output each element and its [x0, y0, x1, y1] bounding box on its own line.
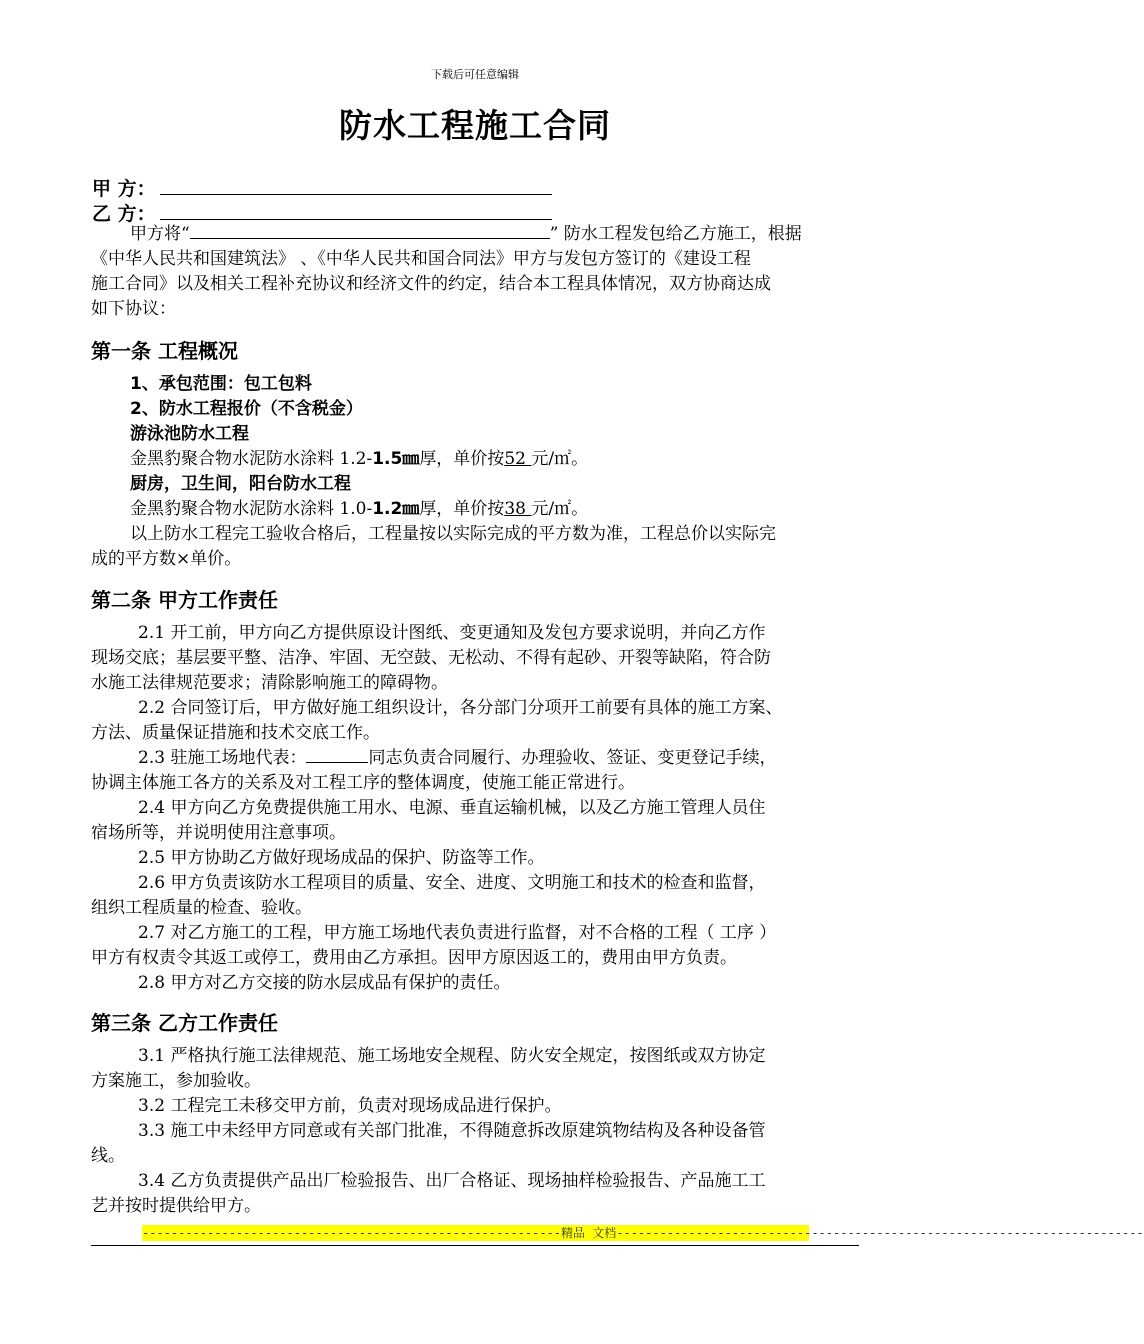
article-3-line-3: 3.2 工程完工未移交甲方前，负责对现场成品进行保护。	[138, 1096, 562, 1116]
download-note: 下载后可任意编辑	[431, 68, 519, 81]
article-2-line-13: 2.7 对乙方施工的工程，甲方施工场地代表负责进行监督，对不合格的工程（ 工序 ）	[138, 923, 777, 943]
article-2-line-8: 2.4 甲方向乙方免费提供施工用水、电源、垂直运输机械，以及乙方施工管理人员住	[138, 798, 766, 818]
article-2-line-12: 组织工程质量的检查、验收。	[91, 898, 312, 918]
party-b-blank	[160, 201, 552, 220]
article-3-line-7: 艺并按时提供给甲方。	[91, 1196, 261, 1216]
intro-line-1b: ” 防水工程发包给乙方施工，根据	[549, 224, 802, 244]
kitchen-spec	[130, 497, 588, 522]
pool-price: 52	[504, 449, 532, 469]
page-title: 防水工程施工合同	[339, 106, 611, 145]
site-rep-blank	[306, 746, 368, 763]
kitchen-unit: 元/㎡。	[531, 499, 589, 519]
article-3-line-2: 方案施工，参加验收。	[91, 1071, 261, 1091]
pool-spec-b: 1.5㎜	[372, 449, 420, 469]
article-2-line-14: 甲方有权责令其返工或停工，费用由乙方承担。因甲方原因返工的，费用由甲方负责。	[91, 948, 737, 968]
intro-line-4: 如下协议：	[91, 299, 176, 319]
article-2-line-10: 2.5 甲方协助乙方做好现场成品的保护、防盗等工作。	[138, 848, 545, 868]
article-2-line-5: 方法、质量保证措施和技术交底工作。	[91, 723, 380, 743]
article-3-line-5: 线。	[91, 1146, 125, 1166]
party-a	[92, 174, 552, 201]
pool-spec-a: 金黑豹聚合物水泥防水涂料 1.2-	[130, 449, 373, 469]
pool-unit: 元/㎡。	[531, 449, 589, 469]
article-1-note-1: 以上防水工程完工验收合格后，工程量按以实际完成的平方数为准，工程总价以实际完	[130, 524, 776, 544]
article-2-line-6a: 2.3 驻施工场地代表：	[138, 748, 307, 768]
party-a-blank	[160, 176, 552, 195]
kitchen-spec-b: 1.2㎜	[372, 499, 420, 519]
intro-line-1	[130, 222, 802, 247]
article-2-line-6	[138, 746, 776, 771]
article-1-item-2: 2、防水工程报价（不含税金）	[130, 399, 363, 419]
article-2-line-11: 2.6 甲方负责该防水工程项目的质量、安全、进度、文明施工和技术的检查和监督，	[138, 873, 766, 893]
article-1-item-1: 1、承包范围：包工包料	[130, 374, 312, 394]
article-2-heading: 第二条 甲方工作责任	[91, 588, 278, 612]
pool-spec-c: 厚，单价按	[419, 449, 505, 469]
party-a-label: 甲 方：	[92, 178, 156, 200]
article-2-line-6b: 同志负责合同履行、办理验收、签证、变更登记手续，	[368, 748, 777, 768]
article-2-line-2: 现场交底；基层要平整、洁净、牢固、无空鼓、无松动、不得有起砂、开裂等缺陷，符合防	[91, 648, 771, 668]
pool-title: 游泳池防水工程	[130, 424, 249, 444]
kitchen-spec-c: 厚，单价按	[419, 499, 505, 519]
article-2-line-4: 2.2 合同签订后，甲方做好施工组织设计，各分部门分项开工前要有具体的施工方案、	[138, 698, 783, 718]
article-2-line-7: 协调主体施工各方的关系及对工程工序的整体调度，使施工能正常进行。	[91, 773, 635, 793]
article-2-line-9: 宿场所等，并说明使用注意事项。	[91, 823, 346, 843]
kitchen-title: 厨房，卫生间，阳台防水工程	[130, 474, 351, 494]
article-2-line-1: 2.1 开工前，甲方向乙方提供原设计图纸、变更通知及发包方要求说明，并向乙方作	[138, 623, 766, 643]
article-1-heading: 第一条 工程概况	[91, 339, 238, 363]
article-3-heading: 第三条 乙方工作责任	[91, 1011, 278, 1035]
footer-banner: ----------------------------------------------------------精品 文档-------------------------------------------------------------------------	[142, 1226, 1144, 1240]
project-name-blank	[190, 222, 550, 239]
article-3-line-1: 3.1 严格执行施工法律规范、施工场地安全规程、防火安全规定，按图纸或双方协定	[138, 1046, 766, 1066]
intro-line-3: 施工合同》以及相关工程补充协议和经济文件的约定，结合本工程具体情况，双方协商达成	[91, 274, 771, 294]
party-b-label: 乙 方：	[92, 203, 156, 225]
article-2-line-3: 水施工法律规范要求；清除影响施工的障碍物。	[91, 673, 448, 693]
footer-divider	[91, 1245, 859, 1246]
kitchen-spec-a: 金黑豹聚合物水泥防水涂料 1.0-	[130, 499, 373, 519]
article-1-note-2: 成的平方数×单价。	[91, 549, 242, 569]
kitchen-price: 38	[504, 499, 532, 519]
pool-spec	[130, 447, 588, 472]
article-3-line-6: 3.4 乙方负责提供产品出厂检验报告、出厂合格证、现场抽样检验报告、产品施工工	[138, 1171, 766, 1191]
intro-line-1a: 甲方将“	[130, 224, 190, 244]
article-2-line-15: 2.8 甲方对乙方交接的防水层成品有保护的责任。	[138, 973, 511, 993]
article-3-line-4: 3.3 施工中未经甲方同意或有关部门批准，不得随意拆改原建筑物结构及各种设备管	[138, 1121, 766, 1141]
intro-line-2: 《中华人民共和国建筑法》 、《中华人民共和国合同法》甲方与发包方签订的《建设工程	[91, 249, 751, 269]
